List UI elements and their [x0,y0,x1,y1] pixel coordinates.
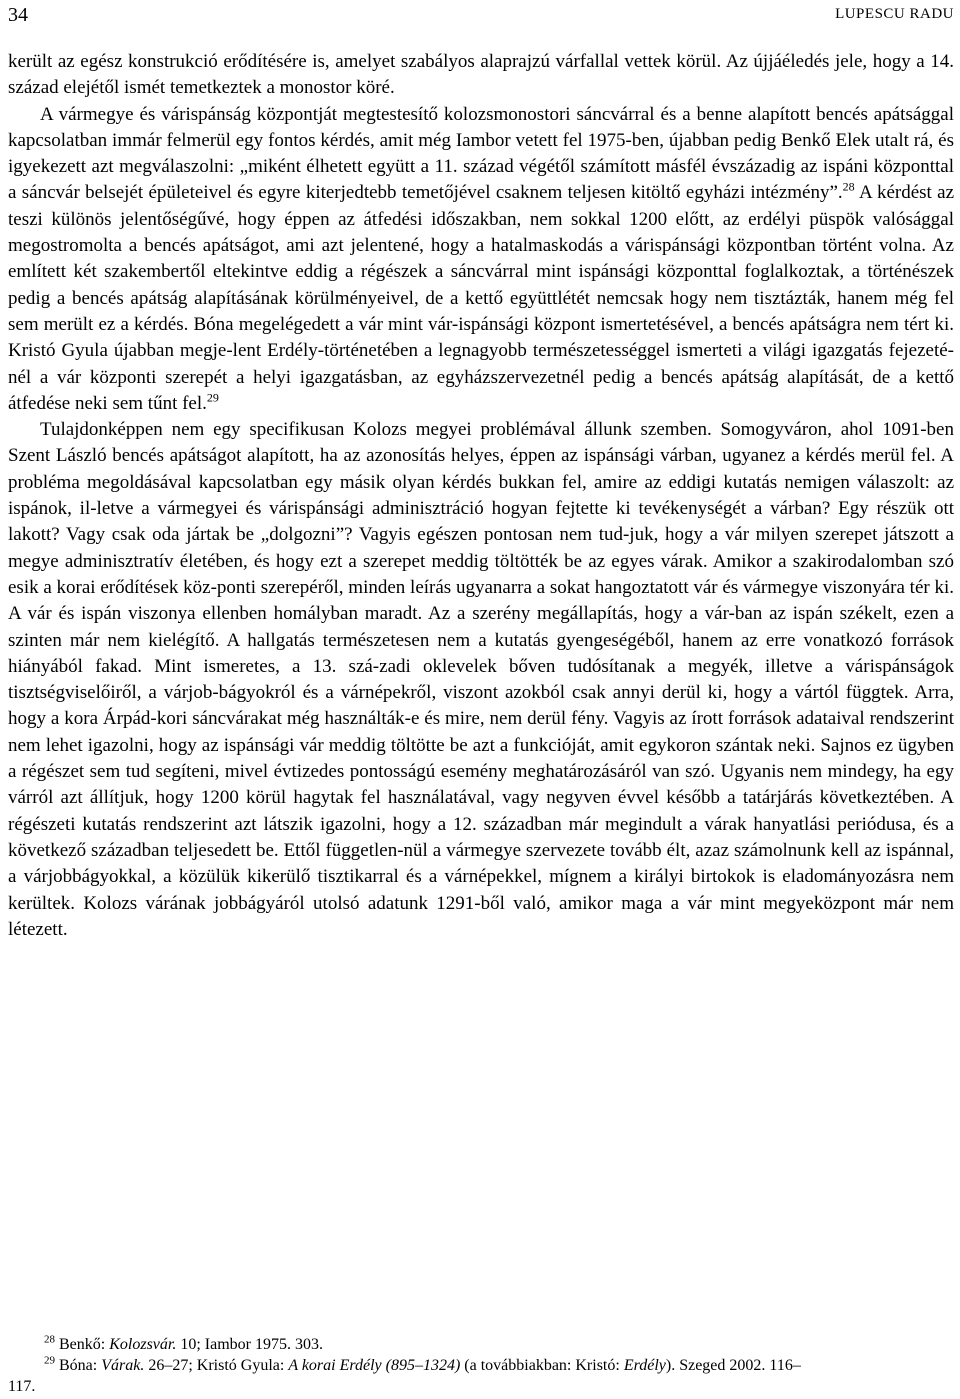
running-head: LUPESCU RADU [835,6,954,22]
paragraph-3-text: Tulajdonképpen nem egy specifikusan Kolozs megyei problémával állunk szemben. Somogyváron, ahol 1091-ben Szent László bencés apátságot alapított, ha az azonosítás helyes, éppen az ispánsági várban, ugyanez a kérdés merül fel. A probléma megoldásával kapcsolatban egy másik olyan kérdés bukkan fel, amire az eddigi kutatás nemigen válaszolt: az ispánok, il-letve a vármegyei és várispánsági adminisztráció hogyan fejtette ki tevékenységét a várban? Egy részük ott lakott? Vagy csak oda jártak be „dolgozni”? Vagyis egészen pontosan nem tud-juk, hogy a vár milyen szerepet játszott a megye adminisztratív életében, és hogy ezt a szerepet meddig töltötték be az egyes várak. Amikor a szakirodalomban szó esik a korai erődítések köz-ponti szerepéről, minden leírás ugyanarra a sokat hangoztatott vár és vármegye viszonyára tér ki. A vár és ispán viszonya ellenben homályban maradt. Az a szerény megállapítás, hogy a vár-ban az ispán székelt, ezen a szinten már nem kielégítő. A hallgatás természetesen nem a kutatás gyengeségéből, hanem az erre vonatkozó források hiányából fakad. Mint ismeretes, a 13. szá-zadi oklevelek bőven tudósítanak a megyék, illetve a várispánságok tisztségviselőiről, a várjob-bágyokról és a várnépekről, viszont azokból csak annyi derül ki, hogy a vártól függtek. Arra, hogy a kora Árpád-kori sáncvárakat még használták-e és mire, nem derül fény. Vagyis az írott források adataival rendszerint nem lehet igazolni, hogy az ispánsági vár meddig töltötte be azt a funkcióját, amit egykoron szántak neki. Sajnos ez ügyben a régészet sem tud segíteni, mivel évtizedes pontosságú esemény meghatározásáról van szó. Ugyanis nem mindegy, ha egy várról azt állítjuk, hogy 1200 körül hagytak fel használatával, vagy negyven évvel később a tatárjárás következtében. A régészeti kutatás rendszerint azt látszik igazolni, hogy a 12. században már megindult a várak hanyatlási periódusa, és a következő században teljesedett be. Ettől független-nül a vármegye szervezete tovább élt, azaz számolnunk kell az ispánnal, a várjobbágyokkal, a közülük kikerülő tisztikarral és a várnépekkel, mígnem a királyi birtokok is eladományozásra nem kerültek. Kolozs várának jobbágyáról utolsó adatunk 1291-ből való, amikor maga a vár mint megyeközpont már nem létezett. [8,419,954,940]
footnote-29 [8,1355,954,1376]
footnote-number-29: 29 [44,1354,55,1367]
footnote-28-text-b: 10; Iambor 1975. 303. [176,1336,323,1353]
footnote-28-text-a: Benkő: [55,1336,110,1353]
footnote-29-text-a: Bóna: [55,1357,102,1374]
paragraph-2 [8,102,954,418]
footnote-29-title-3: Erdély [623,1357,666,1374]
footnote-29-title-2: A korai Erdély (895–1324) [288,1357,461,1374]
paragraph-1 [8,49,954,102]
footnote-28-title: Kolozsvár. [109,1336,177,1353]
footnote-number-28: 28 [44,1333,55,1346]
paragraph-2-text-a: A vármegye és várispánság központját megtestesítő kolozsmonostori sáncvárral és a benne alapított bencés apátsággal kapcsolatban immár felmerül egy fontos kérdés, amit még Iambor vetett fel 1975-ben, újabban pedig Benkő Elek utalt rá, és igyekezett azt megválaszolni: „miként élhetett együtt a 11. század végétől számított másfél évszázadig az ispáni központtal a sáncvár belsejét épületeivel és egyre kiterjedtebb temetőjével csaknem teljesen kitöltő egyházi intézmény”. [8,103,954,204]
footnote-29-text-d: ). Szeged 2002. 116– [665,1357,801,1374]
paragraph-2-text-b: A kérdést az teszi különös jelentőségűvé, hogy éppen az átfedési időszakban, nem sokkal 1200 előtt, az erdélyi püspök valósággal megostromolta a bencés apátságot, ami azt jelentené, hogy a hatalmaskodás a várispánsági központban történt volna. Az említett két szakembertől eltekintve eddig a régészek a sáncvárral mint ispánsági központtal foglalkoztak, a történészek pedig a bencés apátság alapításának körülményeivel, de a kettő együttlétét nemcsak hogy nem tisztázták, hanem még fel sem merült ez a kérdés. Bóna megelégedett a vár mint vár-ispánsági központ ismertetésével, a bencés apátságra nem tért ki. Kristó Gyula újabban megje-lent Erdély-történetében a legnagyobb természetességgel ismerteti a világi igazgatás fejezeté-nél a vár központi szerepét a helyi igazgatásban, az egyházszervezetnél pedig a bencés apátság alapítását, de a kettő átfedése neki sem tűnt fel. [8,182,955,414]
page-number: 34 [8,4,28,26]
paragraph-1-text: került az egész konstrukció erődítésére is, amelyet szabályos alaprajzú várfallal vettek körül. Az újjáéledés jele, hogy a 14. század elejétől ismét temetkeztek a monostor köré. [8,51,954,99]
footnote-28 [8,1334,954,1355]
footnote-ref-28[interactable]: 28 [842,180,855,195]
body-text [8,49,954,943]
footnote-ref-29[interactable]: 29 [206,390,219,405]
footnote-29-title-1: Várak. [101,1357,145,1374]
footnote-29-cont-text: 117. [8,1378,36,1395]
footnote-29-continuation [8,1376,954,1397]
footnotes [8,1334,954,1397]
page-header [8,4,954,30]
footnote-29-text-c: (a továbbiakban: Kristó: [460,1357,624,1374]
paragraph-3 [8,417,954,943]
footnote-29-text-b: 26–27; Kristó Gyula: [144,1357,289,1374]
